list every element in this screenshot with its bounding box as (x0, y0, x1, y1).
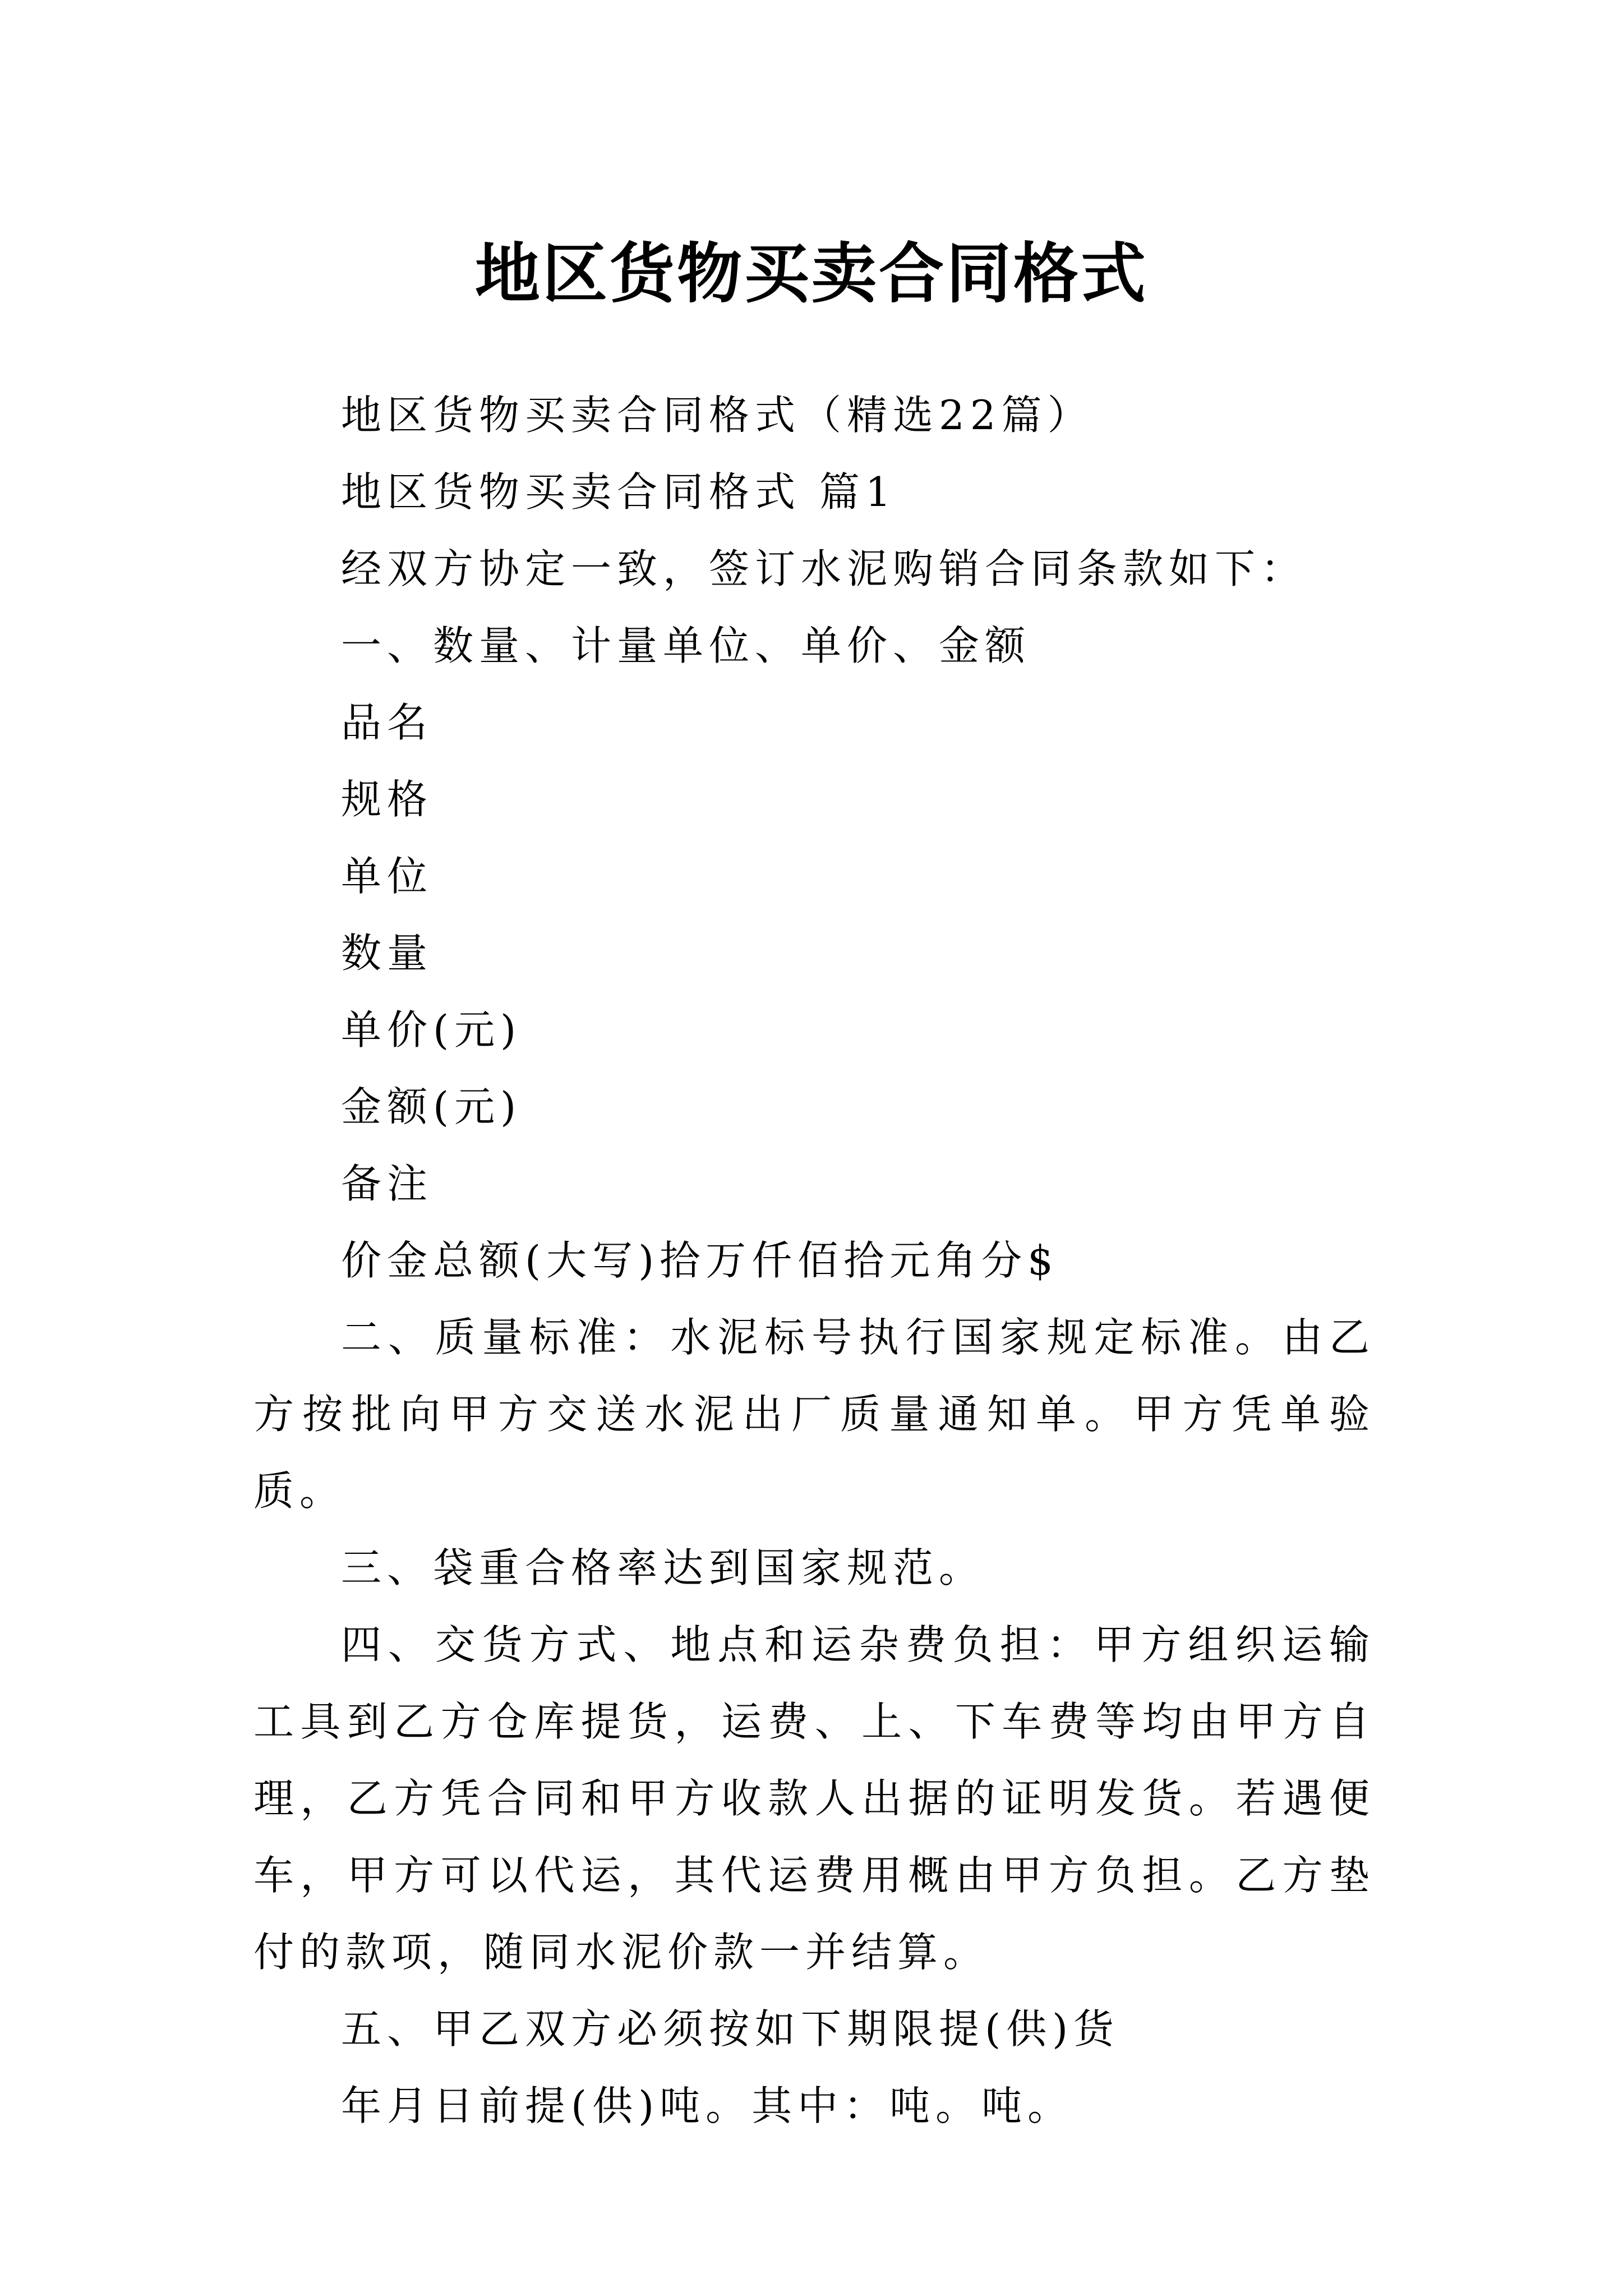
paragraph-clause-3: 三、袋重合格率达到国家规范。 (341, 1544, 985, 1591)
paragraph-field-unit: 单位 (341, 853, 434, 900)
paragraph-subtitle: 地区货物买卖合同格式（精选22篇） (341, 392, 1094, 439)
paragraph-intro: 经双方协定一致，签订水泥购销合同条款如下： (341, 545, 1307, 592)
paragraph-field-product-name: 品名 (341, 699, 434, 746)
paragraph-clause-5: 五、甲乙双方必须按如下期限提(供)货 (341, 2005, 1120, 2053)
paragraph-delivery-schedule: 年月日前提(供)吨。其中：吨。吨。 (341, 2082, 1074, 2129)
paragraph-field-amount: 金额(元) (341, 1083, 522, 1130)
paragraph-field-quantity: 数量 (341, 930, 434, 977)
paragraph-section-heading: 地区货物买卖合同格式 篇1 (341, 468, 897, 516)
paragraph-total-amount: 价金总额(大写)拾万仟佰拾元角分$ (341, 1237, 1059, 1284)
paragraph-clause-4: 四、交货方式、地点和运杂费负担：甲方组织运输工具到乙方仓库提货，运费、上、下车费等均由甲方自理，乙方凭合同和甲方收款人出据的证明发货。若遇便车，甲方可以代运，其代运费用概由甲方负担。乙方垫付的款项，随同水泥价款一并结算。 (253, 1621, 1375, 1976)
paragraph-clause-1: 一、数量、计量单位、单价、金额 (341, 622, 1031, 669)
document-body (253, 377, 1375, 2145)
paragraph-clause-2: 二、质量标准：水泥标号执行国家规定标准。由乙方按批向甲方交送水泥出厂质量通知单。甲方凭单验质。 (253, 1314, 1375, 1515)
paragraph-field-spec: 规格 (341, 776, 434, 823)
document-title: 地区货物买卖合同格式 (475, 235, 1148, 312)
paragraph-field-remarks: 备注 (341, 1160, 434, 1207)
paragraph-field-unit-price: 单价(元) (341, 1006, 522, 1053)
